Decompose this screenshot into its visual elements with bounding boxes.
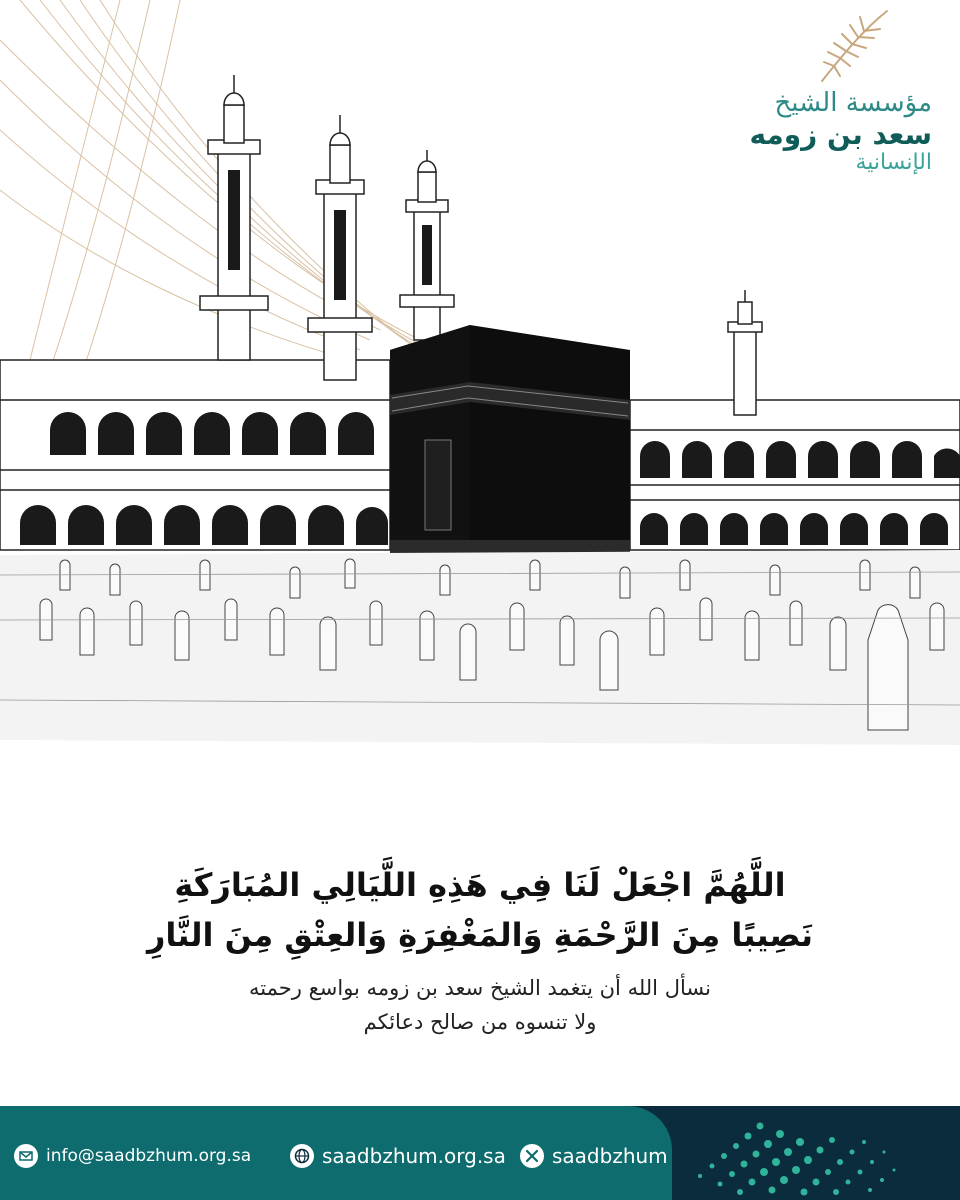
dua-line-2: نَصِيبًا مِنَ الرَّحْمَةِ وَالمَغْفِرَةِ وَالعِتْقِ مِنَ النَّارِ [146, 916, 814, 954]
footer-email[interactable] [14, 1140, 251, 1172]
dua-line-1: اللَّهُمَّ اجْعَلْ لَنَا فِي هَذِهِ اللَّيَالِي المُبَارَكَةِ [174, 866, 786, 904]
website-text: saadbzhum.org.sa [322, 1144, 506, 1168]
crowd [0, 550, 960, 745]
footer-x-account[interactable] [520, 1140, 668, 1172]
kaaba [390, 325, 630, 560]
condolence-line-1: نسأل الله أن يتغمد الشيخ سعد بن زومه بواسع رحمته [249, 976, 711, 1000]
foundation-logo [732, 6, 932, 176]
condolence-line-2: ولا تنسوه من صالح دعائكم [363, 1010, 597, 1034]
x-handle-text: saadbzhum [552, 1144, 668, 1168]
palm-frond-icon [812, 6, 892, 86]
mail-icon [14, 1144, 38, 1168]
email-text: info@saadbzhum.org.sa [46, 1146, 252, 1166]
globe-icon [290, 1144, 314, 1168]
logo-title-line2: سعد بن زومه [749, 118, 932, 151]
x-logo-icon [520, 1144, 544, 1168]
footer-website[interactable] [290, 1140, 506, 1172]
logo-title-line3: الإنسانية [855, 150, 932, 175]
logo-title-line1: مؤسسة الشيخ [774, 88, 932, 118]
dot-pattern-decoration [680, 1106, 960, 1200]
